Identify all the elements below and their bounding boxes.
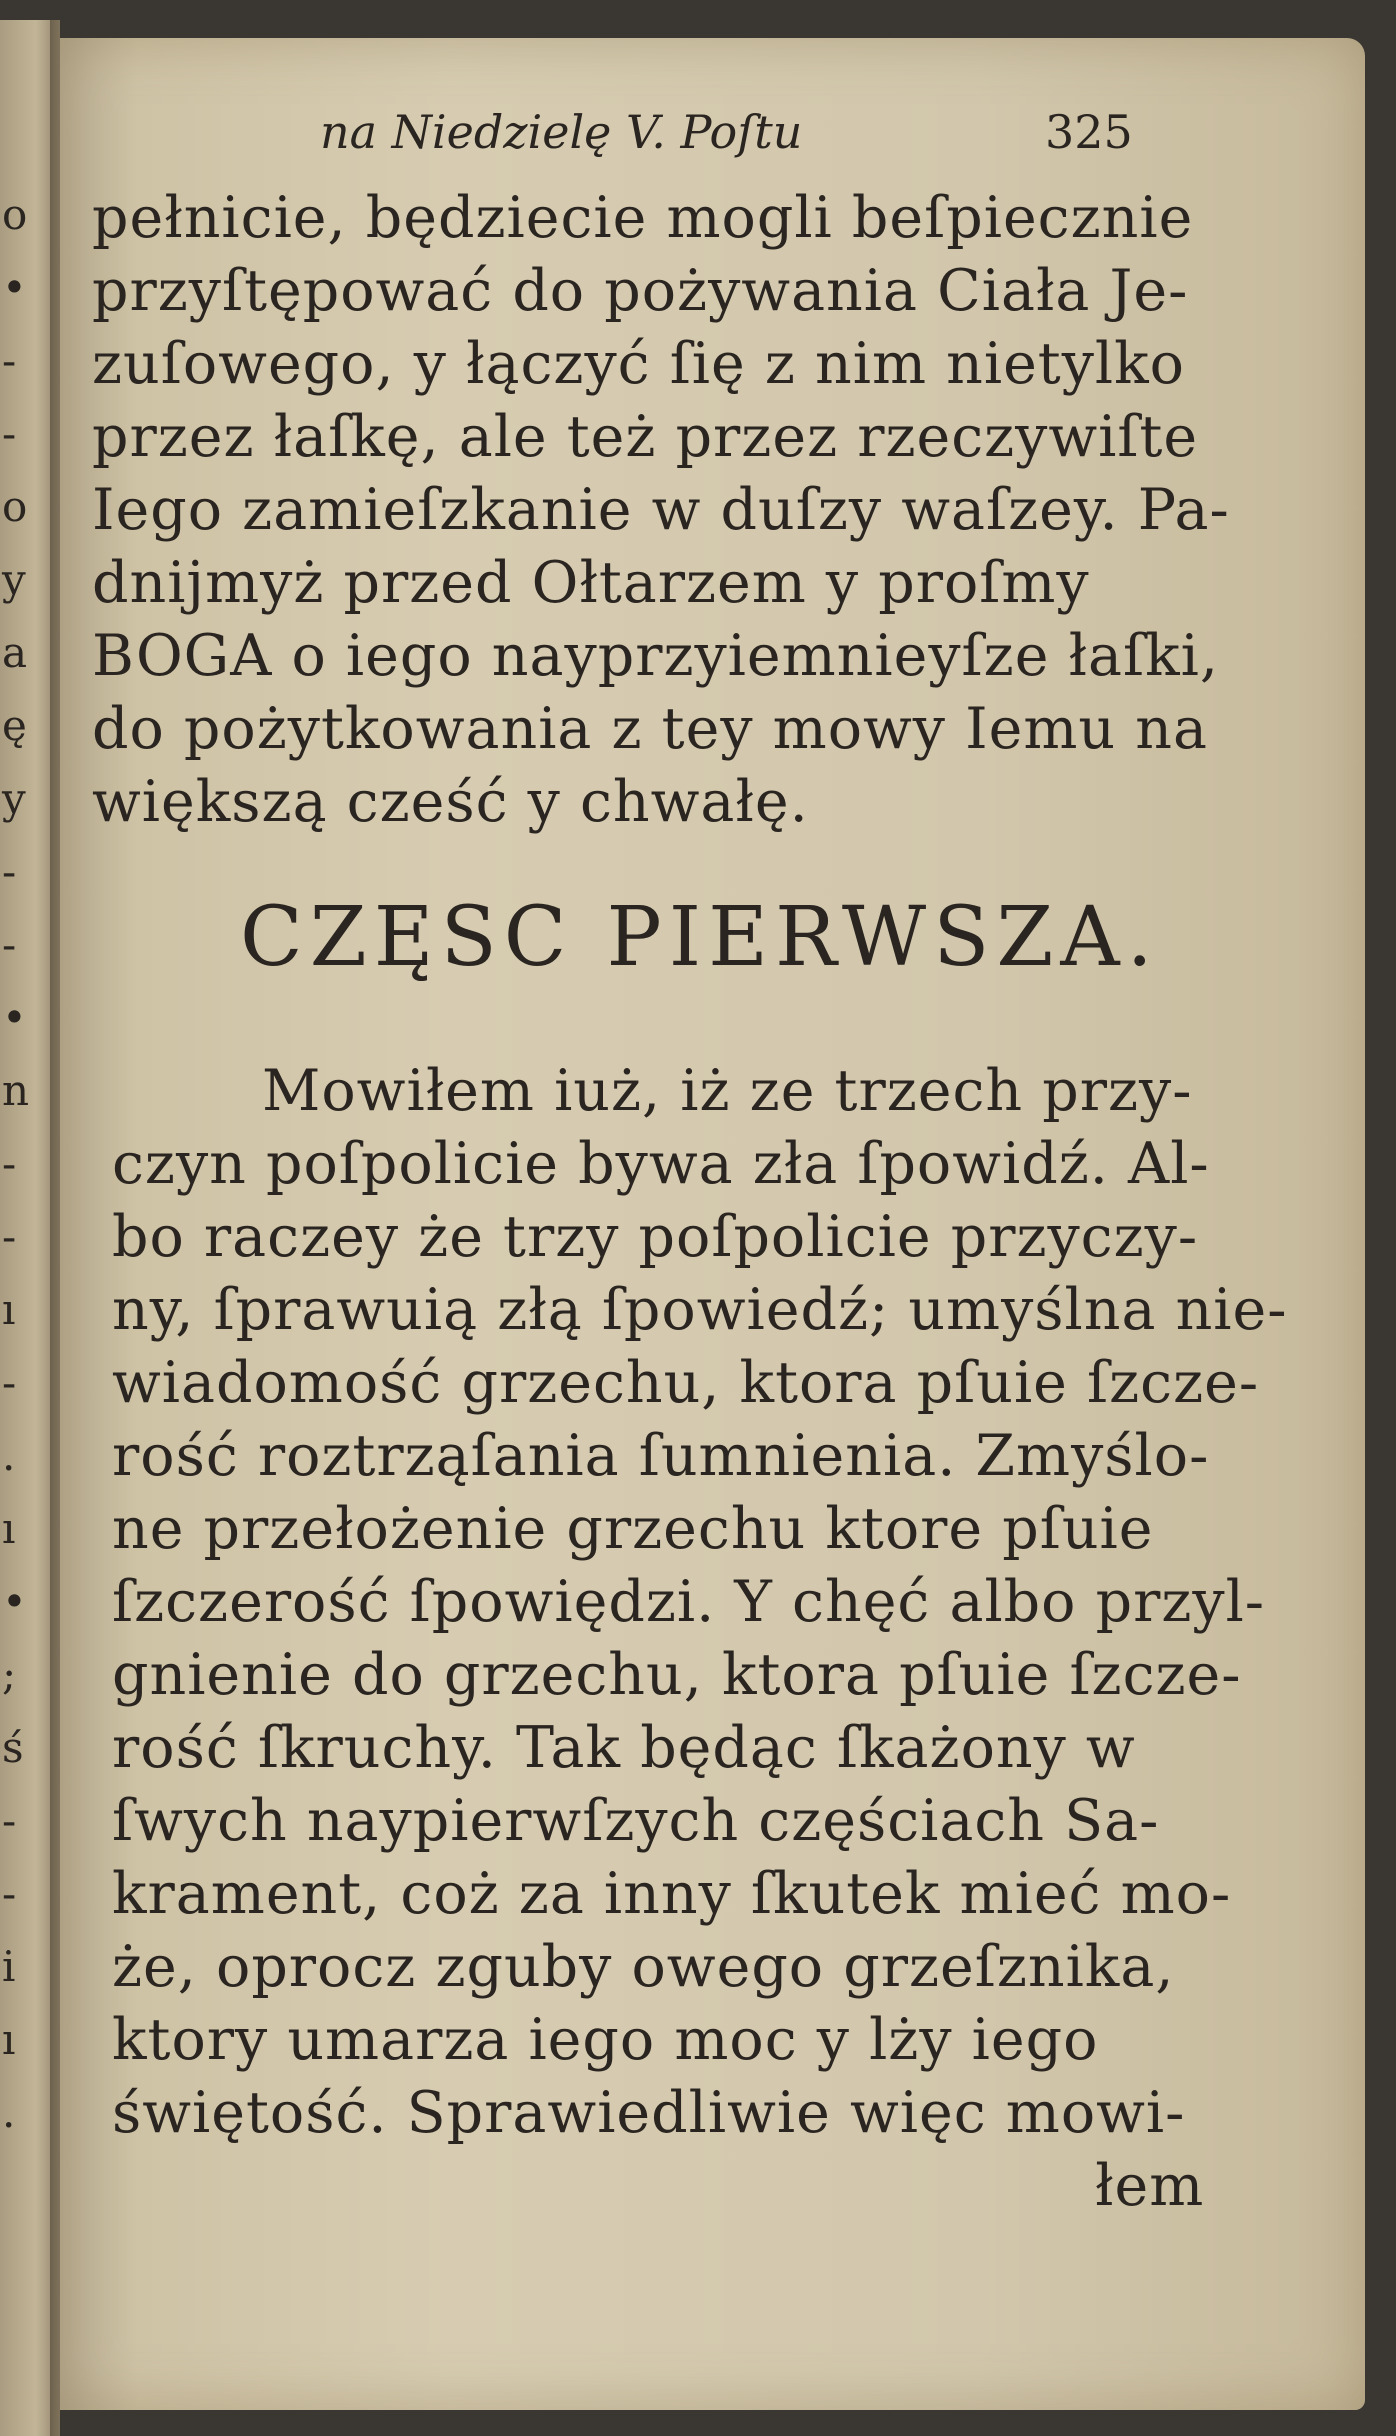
facing-page-glyph: ę — [2, 701, 27, 750]
text-line: ne przełożenie grzechu ktore pſuie — [112, 1496, 1154, 1562]
text-line: do pożytkowania z tey mowy Iemu na — [92, 696, 1208, 762]
text-line: Mowiłem iuż, iż ze trzech przy- — [262, 1058, 1193, 1124]
page-number: 325 — [1045, 105, 1133, 159]
text-line: większą cześć y chwałę. — [92, 769, 809, 835]
facing-page-glyph: - — [2, 1796, 17, 1845]
text-line: czyn poſpolicie bywa zła ſpowidź. Al- — [112, 1131, 1210, 1197]
text-line: krament, coż za inny ſkutek mieć mo- — [112, 1861, 1232, 1927]
text-line: ſzczerość ſpowiędzi. Y chęć albo przyl- — [112, 1569, 1266, 1635]
catchword: łem — [1095, 2153, 1205, 2219]
facing-page-glyph: n — [2, 1066, 30, 1115]
facing-page-glyph: - — [2, 847, 17, 896]
text-line: wiadomość grzechu, ktora pſuie ſzcze- — [112, 1350, 1260, 1416]
facing-page-glyph: ı — [2, 1504, 16, 1553]
facing-page-glyph: - — [2, 1358, 17, 1407]
text-line: gnienie do grzechu, ktora pſuie ſzcze- — [112, 1642, 1242, 1708]
facing-page-glyph: ; — [2, 1650, 17, 1699]
facing-page-glyph: y — [2, 555, 26, 604]
facing-page-glyph: - — [2, 336, 17, 385]
text-line: Iego zamieſzkanie w duſzy waſzey. Pa- — [92, 477, 1230, 543]
text-line: BOGA o iego nayprzyiemnieyſze łaſki, — [92, 623, 1219, 689]
facing-page-glyph: . — [2, 2088, 16, 2137]
text-line: przez łaſkę, ale też przez rzeczywiſte — [92, 404, 1199, 470]
section-heading: CZĘSC PIERWSZA. — [240, 890, 1160, 985]
facing-page-glyph: i — [2, 1942, 16, 1991]
facing-page-glyph: • — [2, 993, 27, 1042]
facing-page-glyph: o — [2, 190, 28, 239]
running-head: na Niedzielę V. Poſtu — [320, 105, 803, 159]
facing-page-glyph: . — [2, 1431, 16, 1480]
text-line: bo raczey że trzy poſpolicie przyczy- — [112, 1204, 1199, 1270]
facing-page-glyph: - — [2, 1869, 17, 1918]
facing-page-glyph: • — [2, 1577, 27, 1626]
facing-page-glyph: - — [2, 1139, 17, 1188]
facing-page-glyph: ı — [2, 1285, 16, 1334]
text-line: ktory umarza iego moc y lży iego — [112, 2007, 1099, 2073]
facing-page-glyph: o — [2, 482, 28, 531]
facing-page-glyph: - — [2, 920, 17, 969]
facing-page-glyph: y — [2, 774, 26, 823]
facing-page-glyph: ı — [2, 2015, 16, 2064]
text-line: świętość. Sprawiedliwie więc mowi- — [112, 2080, 1186, 2146]
text-line: dnijmyż przed Ołtarzem y proſmy — [92, 550, 1090, 616]
text-line: zuſowego, y łączyć ſię z nim nietylko — [92, 331, 1186, 397]
text-line: ny, ſprawuią złą ſpowiedź; umyślna nie- — [112, 1277, 1288, 1343]
text-line: pełnicie, będziecie mogli beſpiecznie — [92, 185, 1194, 251]
text-line: rość roztrząſania ſumnienia. Zmyślo- — [112, 1423, 1210, 1489]
facing-page-glyph: - — [2, 1212, 17, 1261]
text-line: przyſtępować do pożywania Ciała Je- — [92, 258, 1189, 324]
facing-page-glyph: ś — [2, 1723, 24, 1772]
page-header — [300, 105, 1200, 165]
text-line: rość ſkruchy. Tak będąc ſkażony w — [112, 1715, 1136, 1781]
text-line: że, oprocz zguby owego grzeſznika, — [112, 1934, 1175, 2000]
facing-page-glyph: - — [2, 409, 17, 458]
facing-page-glyph: • — [2, 263, 27, 312]
text-line: ſwych naypierwſzych częściach Sa- — [112, 1788, 1160, 1854]
facing-page-glyph: a — [2, 628, 28, 677]
